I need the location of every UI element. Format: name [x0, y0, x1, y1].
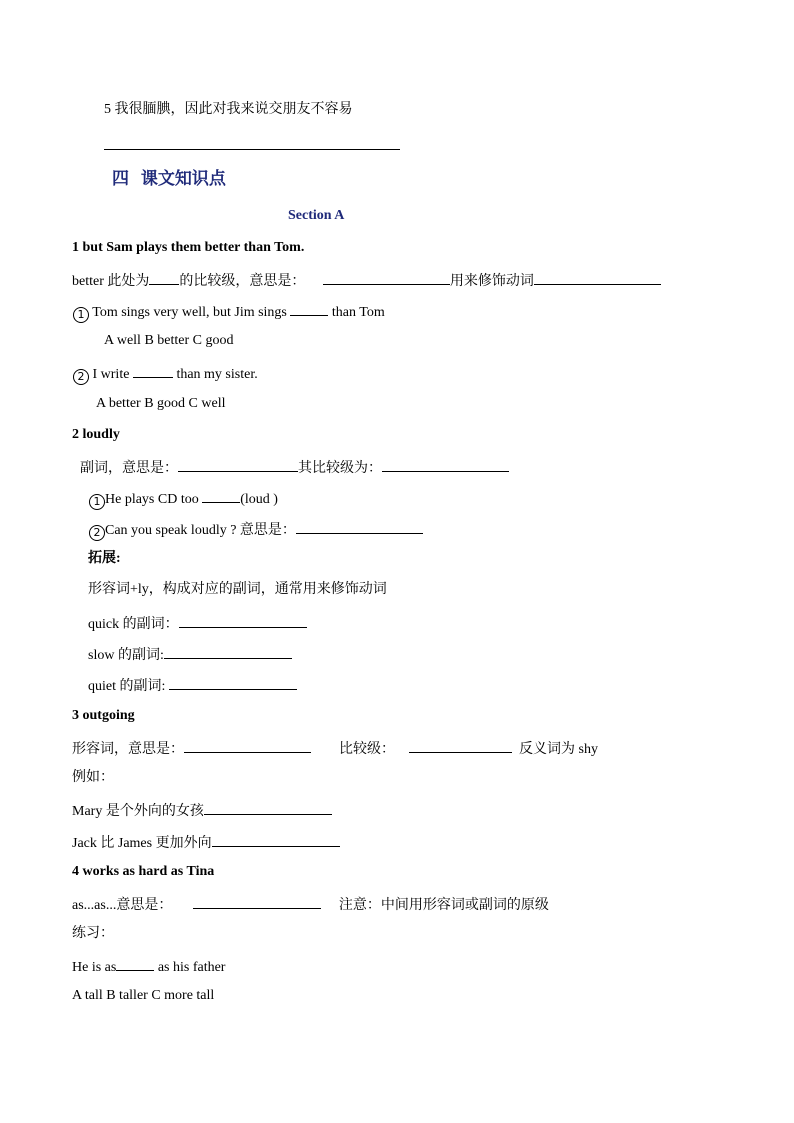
item2-ex2-text: Can you speak loudly ? 意思是：	[105, 523, 296, 538]
question-5-text: 5 我很腼腆，因此对我来说交朋友不容易	[104, 102, 353, 117]
blank-item3-b[interactable]	[409, 738, 512, 753]
item4-text-b: 注意：中间用形容词或副词的原级	[338, 898, 549, 913]
item3-text-c: 反义词为 shy	[519, 742, 598, 757]
blank-item4-a[interactable]	[193, 894, 321, 909]
slow-label: slow 的副词:	[88, 648, 164, 663]
item1-text-b: 的比较级，意思是：	[179, 274, 306, 289]
item4-text-a: as...as...意思是：	[72, 898, 173, 913]
circled-number-1: 1	[89, 494, 105, 510]
item1-exercise-2	[73, 363, 258, 385]
blank-item1-ex1[interactable]	[290, 301, 328, 316]
item4-ex1-text-b: as his father	[157, 960, 226, 975]
quiet-adverb-line	[88, 675, 297, 696]
item3-ex1-text: Mary 是个外向的女孩	[72, 804, 204, 819]
answer-line-q5[interactable]	[104, 149, 400, 150]
item4-practice-1	[72, 956, 225, 977]
item4-line	[72, 894, 549, 915]
item3-example-2	[72, 832, 340, 853]
item3-text-b: 比较级：	[339, 742, 395, 757]
blank-slow[interactable]	[164, 644, 292, 659]
blank-item1-c[interactable]	[534, 270, 661, 285]
quick-adverb-line	[88, 613, 307, 634]
item2-text-b: 其比较级为：	[298, 461, 382, 476]
item1-text-a: better 此处为	[72, 274, 150, 289]
blank-quiet[interactable]	[169, 675, 297, 690]
blank-quick[interactable]	[179, 613, 307, 628]
item1-ex1-text-a: Tom sings very well, but Jim sings	[92, 305, 287, 320]
item1-exercise-1	[73, 301, 385, 323]
item2-text-a: 副词，意思是：	[80, 461, 178, 476]
item3-line	[72, 738, 598, 759]
item1-title: 1 but Sam plays them better than Tom.	[72, 240, 305, 255]
blank-item2-ex1[interactable]	[202, 488, 240, 503]
circled-number-1: 1	[73, 307, 89, 323]
blank-item3-ex1[interactable]	[204, 800, 332, 815]
item3-title: 3 outgoing	[72, 708, 135, 723]
item2-exercise-2	[89, 519, 423, 541]
item4-title: 4 works as hard as Tina	[72, 864, 215, 879]
blank-item4-ex1[interactable]	[116, 956, 154, 971]
blank-item1-ex2[interactable]	[133, 363, 173, 378]
item1-text-c: 用来修饰动词	[449, 274, 534, 289]
item1-ex2-options: A better B good C well	[96, 396, 226, 411]
blank-item3-a[interactable]	[184, 738, 311, 753]
example-label: 例如：	[72, 770, 114, 785]
slow-adverb-line	[88, 644, 292, 665]
quiet-label: quiet 的副词:	[88, 679, 166, 694]
item1-ex2-text-b: than my sister.	[176, 367, 258, 382]
blank-item2-b[interactable]	[382, 457, 509, 472]
blank-item1-a[interactable]	[149, 270, 179, 285]
extension-label: 拓展:	[88, 551, 121, 566]
item4-options: A tall B taller C more tall	[72, 988, 215, 1003]
blank-item2-ex2[interactable]	[296, 519, 423, 534]
item2-ex1-text-a: He plays CD too	[105, 492, 199, 507]
item2-ex1-text-b: (loud )	[240, 492, 278, 507]
heading-number: 四	[112, 169, 129, 189]
section-a-title: Section A	[288, 208, 345, 223]
item2-exercise-1	[89, 488, 278, 510]
section-heading	[112, 170, 226, 188]
blank-item1-b[interactable]	[323, 270, 450, 285]
item2-line	[80, 457, 509, 478]
item3-ex2-text: Jack 比 James 更加外向	[72, 836, 212, 851]
item1-line	[72, 270, 661, 291]
item1-ex1-options: A well B better C good	[104, 333, 234, 348]
heading-title: 课文知识点	[140, 169, 226, 189]
item2-title: 2 loudly	[72, 427, 120, 442]
quick-label: quick 的副词：	[88, 617, 179, 632]
circled-number-2: 2	[73, 369, 89, 385]
item3-example-1	[72, 800, 332, 821]
item1-ex2-text-a: I write	[92, 367, 130, 382]
item4-ex1-text-a: He is as	[72, 960, 117, 975]
item1-ex1-text-b: than Tom	[331, 305, 385, 320]
practice-label: 练习：	[72, 926, 114, 941]
extension-rule: 形容词+ly，构成对应的副词，通常用来修饰动词	[88, 582, 387, 597]
blank-item3-ex2[interactable]	[212, 832, 340, 847]
item3-text-a: 形容词，意思是：	[72, 742, 184, 757]
circled-number-2: 2	[89, 525, 105, 541]
blank-item2-a[interactable]	[178, 457, 298, 472]
